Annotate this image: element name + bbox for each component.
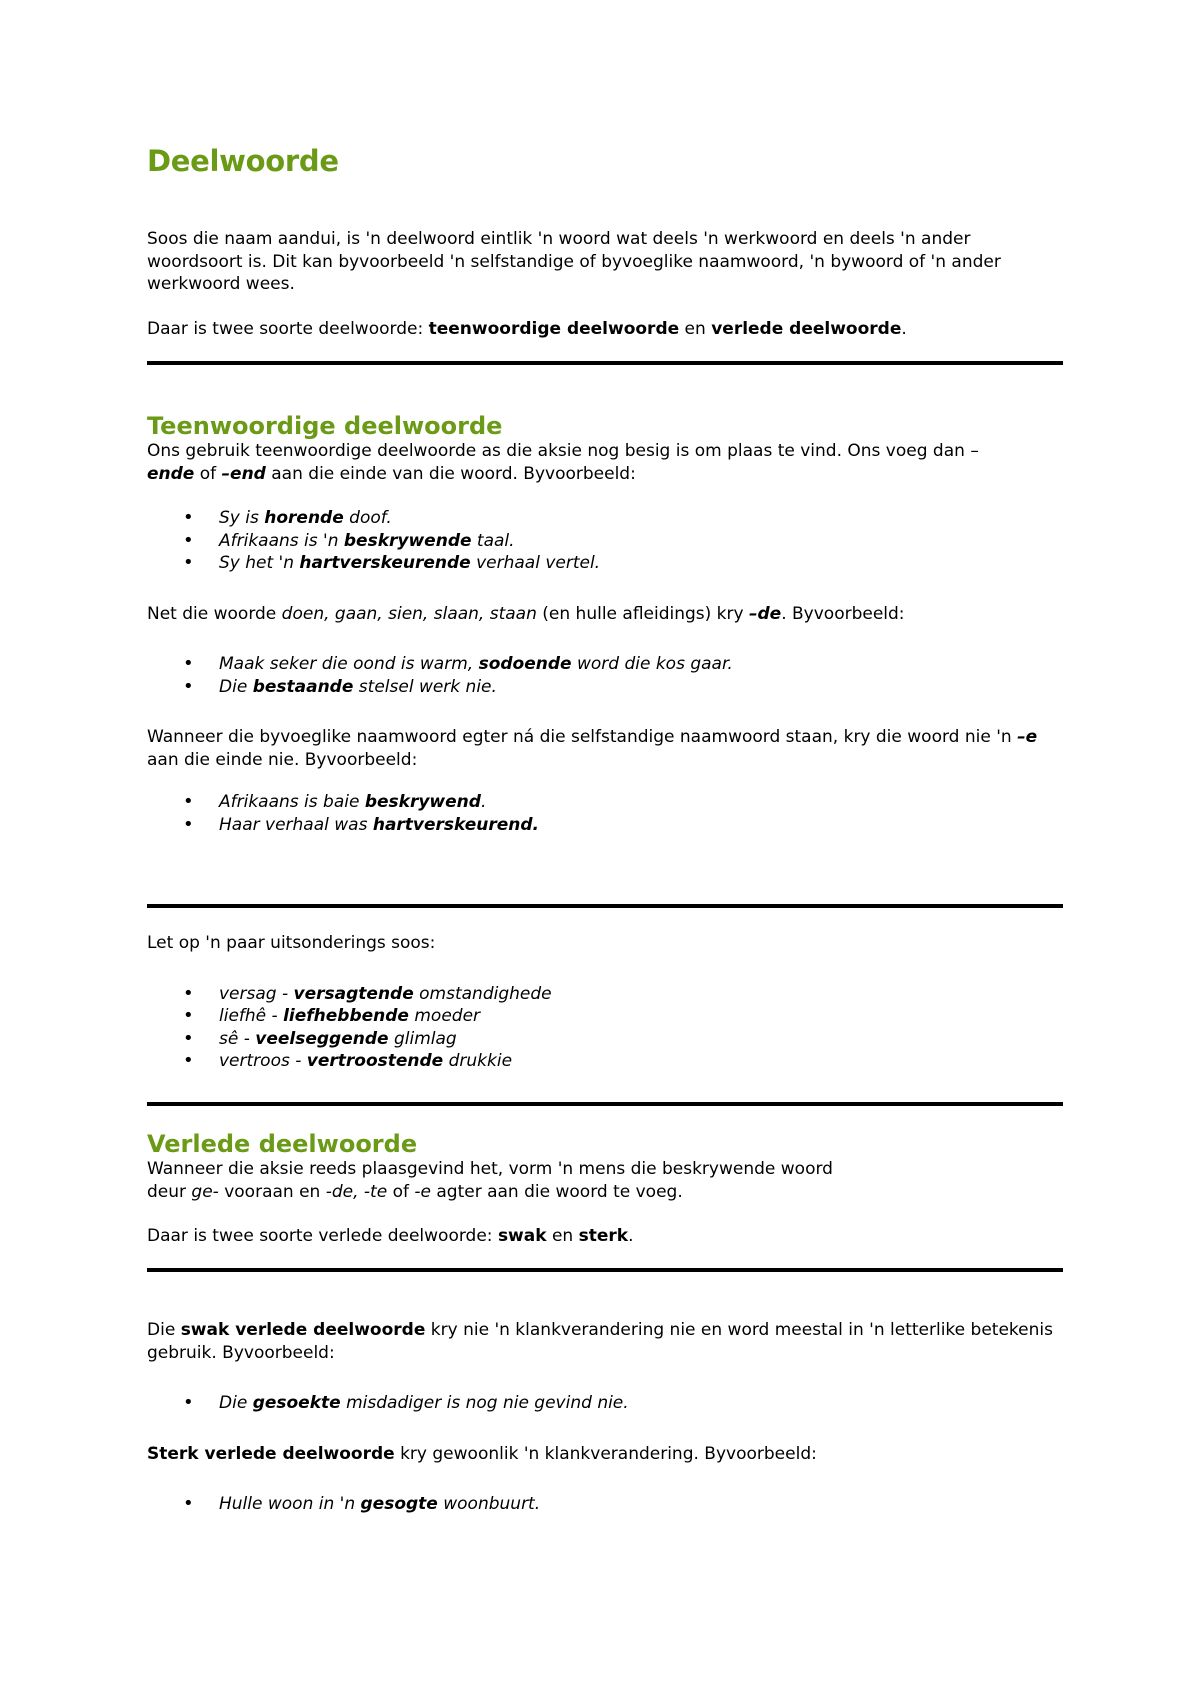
list-item: • Die gesoekte misdadiger is nog nie gevind nie. <box>147 1392 1063 1415</box>
uitsonderings-intro: Let op 'n paar uitsonderings soos: <box>147 933 436 953</box>
example-list <box>147 1493 1063 1516</box>
doen-gaan-paragraph: Net die woorde doen, gaan, sien, slaan, staan (en hulle afleidings) kry –de. Byvoorbeeld: <box>147 603 905 624</box>
list-item: • liefhê - liefhebbende moeder <box>147 1005 1063 1028</box>
verlede-heading: Verlede deelwoorde <box>147 1130 418 1158</box>
teenwoordig-heading: Teenwoordige deelwoorde <box>147 412 503 440</box>
swak-sterk-section <box>147 1319 1063 1516</box>
intro-paragraph: Soos die naam aandui, is 'n deelwoord eintlik 'n woord wat deels 'n werkwoord en deels 'n ander woordsoort is. Dit kan byvoorbeeld 'n selfstandige of byvoeglike naamwoord, 'n bywoord of 'n ander werkwoord wees. <box>147 229 1001 294</box>
teenwoordig-paragraph: Ons gebruik teenwoordige deelwoorde as die aksie nog besig is om plaas te vind. Ons voeg dan – ende of –end aan die einde van die woord. Byvoorbeeld: <box>147 441 979 484</box>
example-list <box>147 653 1063 698</box>
intro-section <box>147 228 1063 340</box>
divider <box>147 1268 1063 1272</box>
list-item: • vertroos - vertroostende drukkie <box>147 1050 1063 1073</box>
list-item: • versag - versagtende omstandighede <box>147 983 1063 1006</box>
list-item: • Die bestaande stelsel werk nie. <box>147 676 1063 699</box>
divider <box>147 904 1063 908</box>
divider <box>147 361 1063 365</box>
page-title: Deelwoorde <box>147 144 339 178</box>
list-item: • Haar verhaal was hartverskeurend. <box>147 814 1063 837</box>
na-paragraph: Wanneer die byvoeglike naamwoord egter ná die selfstandige naamwoord staan, kry die woord nie 'n –e aan die einde nie. Byvoorbeeld: <box>147 727 1038 770</box>
list-item: • Hulle woon in 'n gesogte woonbuurt. <box>147 1493 1063 1516</box>
list-item: • Sy is horende doof. <box>147 507 1063 530</box>
verlede-types-paragraph: Daar is twee soorte verlede deelwoorde: swak en sterk. <box>147 1226 634 1246</box>
swak-paragraph: Die swak verlede deelwoorde kry nie 'n klankverandering nie en word meestal in 'n letterlike betekenis gebruik. Byvoorbeeld: <box>147 1320 1053 1363</box>
list-item: • Afrikaans is 'n beskrywende taal. <box>147 530 1063 553</box>
list-item: • Afrikaans is baie beskrywend. <box>147 791 1063 814</box>
verlede-paragraph: Wanneer die aksie reeds plaasgevind het, vorm 'n mens die beskrywende woord deur ge- vooraan en -de, -te of -e agter aan die woord te voeg. <box>147 1159 833 1202</box>
sterk-paragraph: Sterk verlede deelwoorde kry gewoonlik 'n klankverandering. Byvoorbeeld: <box>147 1443 817 1464</box>
list-item: • sê - veelseggende glimlag <box>147 1028 1063 1051</box>
example-list <box>147 1392 1063 1415</box>
divider <box>147 1102 1063 1106</box>
intro-types-paragraph: Daar is twee soorte deelwoorde: teenwoordige deelwoorde en verlede deelwoorde. <box>147 318 907 339</box>
example-list <box>147 791 1063 836</box>
exceptions-list <box>147 983 1063 1073</box>
list-item: • Sy het 'n hartverskeurende verhaal vertel. <box>147 552 1063 575</box>
teenwoordig-section <box>147 412 1063 836</box>
example-list <box>147 507 1063 575</box>
verlede-section <box>147 1130 1063 1248</box>
list-item: • Maak seker die oond is warm, sodoende word die kos gaar. <box>147 653 1063 676</box>
uitsonderings-section <box>147 932 1063 1073</box>
